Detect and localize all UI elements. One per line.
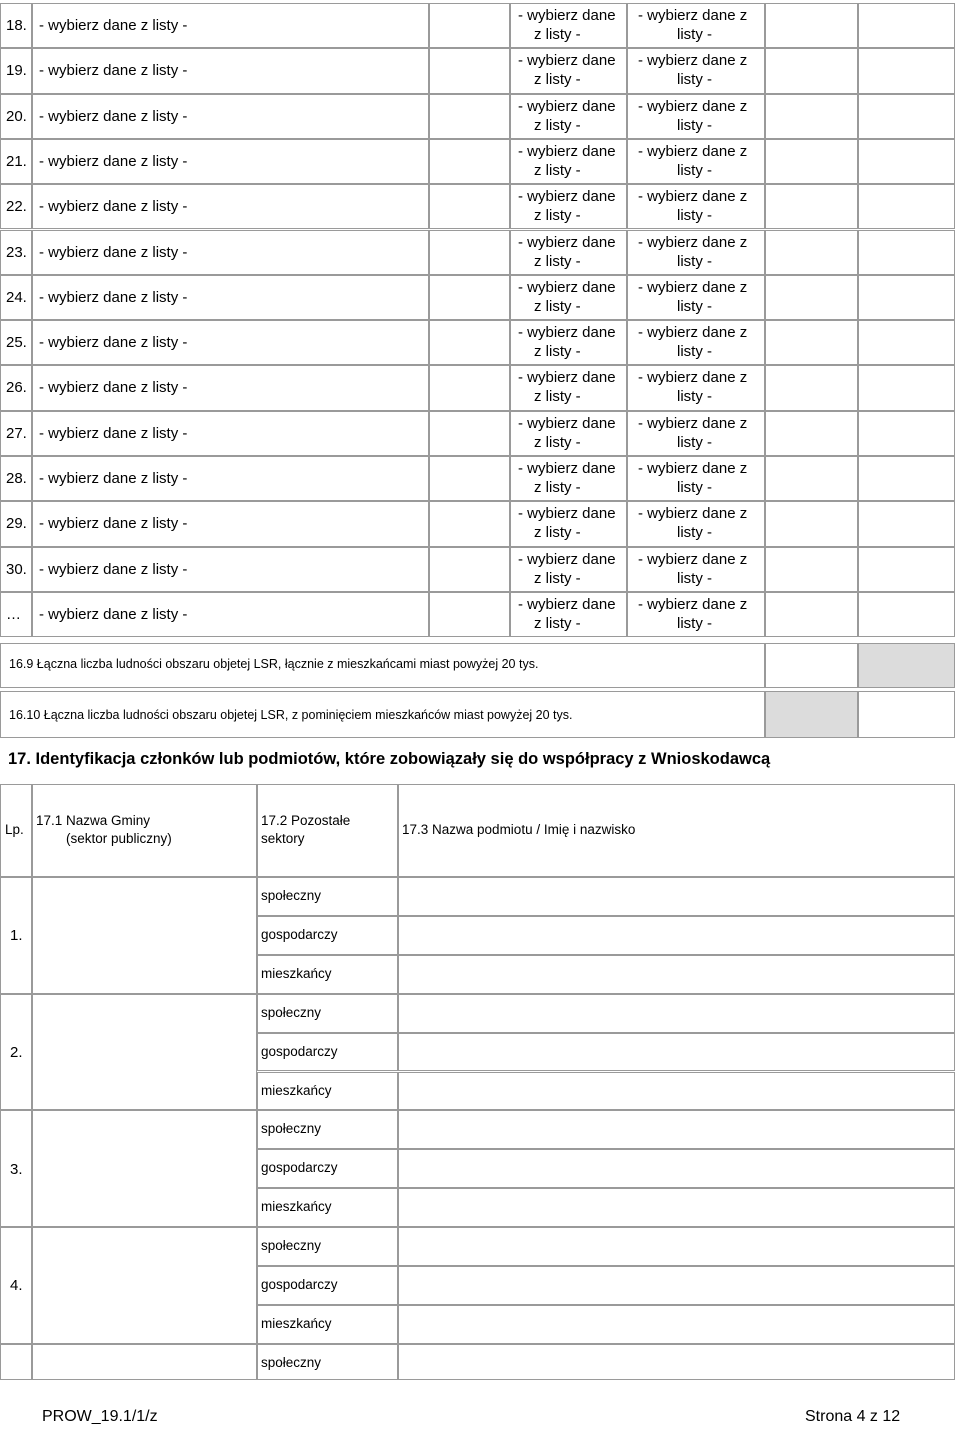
- extra-cell[interactable]: [429, 456, 510, 501]
- value-field-2[interactable]: [858, 501, 955, 546]
- row-number-cell: [0, 48, 32, 93]
- value-field-1[interactable]: [765, 48, 858, 93]
- extra-cell[interactable]: [429, 230, 510, 275]
- sector-option-label: mieszkańcy: [261, 1082, 332, 1098]
- extra-cell[interactable]: [429, 3, 510, 48]
- dropdown-b-line1: - wybierz dane z: [638, 460, 748, 477]
- gmina-select[interactable]: [32, 592, 429, 637]
- value-field-2[interactable]: [858, 3, 955, 48]
- value-field-1[interactable]: [765, 3, 858, 48]
- s169-value-field[interactable]: [765, 643, 858, 688]
- dropdown-a-line2: z listy -: [534, 388, 581, 406]
- member-name-field[interactable]: [398, 916, 955, 955]
- dropdown-a-line1: - wybierz dane: [518, 505, 616, 523]
- sector-option-label: gospodarczy: [261, 1160, 338, 1176]
- dropdown-b-line1: - wybierz dane z: [638, 97, 748, 115]
- header-sektory-label: 17.2 Pozostałe: [261, 813, 351, 828]
- row-number-cell: [0, 547, 32, 592]
- gmina-select-value: - wybierz dane z listy -: [39, 198, 188, 216]
- gmina-select[interactable]: [32, 320, 429, 365]
- dropdown-select-b[interactable]: [627, 3, 765, 48]
- row-number-cell: [0, 411, 32, 456]
- value-field-1[interactable]: [765, 411, 858, 456]
- row-number-cell: [0, 275, 32, 320]
- sector-option-label: mieszkańcy: [261, 965, 332, 981]
- sector-option[interactable]: [257, 1033, 398, 1072]
- member-lp-cell: [0, 1344, 32, 1380]
- header-podmiot-label: 17.3 Nazwa podmiotu / Imię i nazwisko: [402, 822, 636, 837]
- member-name-field[interactable]: [398, 1344, 955, 1380]
- member-name-field[interactable]: [398, 1072, 955, 1111]
- dropdown-a-line1: - wybierz dane: [518, 369, 616, 387]
- value-field-2[interactable]: [858, 94, 955, 139]
- sector-option-label: mieszkańcy: [261, 1199, 332, 1215]
- dropdown-b-line1: - wybierz dane z: [638, 414, 748, 432]
- row-number: 24.: [6, 288, 27, 306]
- sector-option-label: społeczny: [261, 1354, 322, 1370]
- dropdown-b-line2: listy -: [677, 479, 712, 496]
- member-name-field[interactable]: [398, 955, 955, 994]
- row-number-cell: [0, 592, 32, 637]
- extra-cell[interactable]: [429, 501, 510, 546]
- member-gmina-field[interactable]: [32, 1110, 257, 1227]
- dropdown-select-a[interactable]: [510, 275, 627, 320]
- value-field-1[interactable]: [765, 592, 858, 637]
- member-lp-cell: [0, 994, 32, 1111]
- header-gmina: [32, 784, 257, 877]
- sector-option[interactable]: [257, 1149, 398, 1188]
- dropdown-select-b[interactable]: [627, 48, 765, 93]
- sector-option-label: społeczny: [261, 888, 322, 903]
- gmina-select-value: - wybierz dane z listy -: [39, 470, 188, 487]
- header-lp-label: Lp.: [5, 822, 24, 837]
- member-lp: 3.: [10, 1160, 23, 1178]
- value-field-1[interactable]: [765, 184, 858, 229]
- sector-option[interactable]: [257, 1344, 398, 1380]
- value-field-1[interactable]: [765, 365, 858, 410]
- header-podmiot: [398, 784, 955, 877]
- gmina-select[interactable]: [32, 365, 429, 410]
- sector-option-label: gospodarczy: [261, 926, 338, 942]
- sector-option-label: mieszkańcy: [261, 1315, 332, 1331]
- sector-option[interactable]: [257, 1072, 398, 1111]
- extra-cell[interactable]: [429, 320, 510, 365]
- extra-cell[interactable]: [429, 592, 510, 637]
- gmina-select[interactable]: [32, 139, 429, 184]
- dropdown-select-b[interactable]: [627, 501, 765, 546]
- value-field-2[interactable]: [858, 456, 955, 501]
- dropdown-b-line1: - wybierz dane z: [638, 505, 748, 523]
- value-field-2[interactable]: [858, 139, 955, 184]
- value-field-2[interactable]: [858, 547, 955, 592]
- dropdown-select-b[interactable]: [627, 275, 765, 320]
- dropdown-select-b[interactable]: [627, 94, 765, 139]
- gmina-select-value: - wybierz dane z listy -: [39, 515, 188, 533]
- sector-option[interactable]: [257, 1266, 398, 1305]
- row-number: 19.: [6, 62, 27, 80]
- header-lp: [0, 784, 32, 877]
- dropdown-select-a[interactable]: [510, 547, 627, 592]
- gmina-select-value: - wybierz dane z listy -: [39, 62, 188, 80]
- value-field-1[interactable]: [765, 501, 858, 546]
- gmina-select[interactable]: [32, 501, 429, 546]
- value-field-2[interactable]: [858, 365, 955, 410]
- row-number-cell: [0, 94, 32, 139]
- sector-option-label: gospodarczy: [261, 1043, 338, 1059]
- dropdown-a-line1: - wybierz dane: [518, 52, 616, 70]
- dropdown-a-line1: - wybierz dane: [518, 142, 616, 160]
- gmina-select[interactable]: [32, 275, 429, 320]
- dropdown-select-b[interactable]: [627, 456, 765, 501]
- dropdown-b-line2: listy -: [677, 26, 712, 43]
- dropdown-a-line1: - wybierz dane: [518, 233, 616, 251]
- dropdown-select-b[interactable]: [627, 184, 765, 229]
- row-number: …: [6, 605, 21, 623]
- row-number-cell: [0, 320, 32, 365]
- sector-option-label: społeczny: [261, 1004, 322, 1020]
- member-name-field[interactable]: [398, 1305, 955, 1344]
- dropdown-b-line2: listy -: [677, 161, 712, 179]
- gmina-select[interactable]: [32, 547, 429, 592]
- sector-option[interactable]: [257, 1110, 398, 1149]
- dropdown-b-line1: - wybierz dane z: [638, 233, 748, 251]
- dropdown-select-a[interactable]: [510, 184, 627, 229]
- dropdown-select-a[interactable]: [510, 365, 627, 410]
- row-number: 29.: [6, 515, 27, 533]
- row-number: 25.: [6, 334, 27, 352]
- member-lp: 4.: [10, 1277, 23, 1295]
- gmina-select-value: - wybierz dane z listy -: [39, 605, 188, 623]
- dropdown-a-line2: z listy -: [534, 479, 581, 496]
- row-number-cell: [0, 230, 32, 275]
- dropdown-a-line2: z listy -: [534, 26, 581, 43]
- s1610-value-field[interactable]: [858, 691, 955, 738]
- dropdown-select-b[interactable]: [627, 365, 765, 410]
- value-field-1[interactable]: [765, 320, 858, 365]
- dropdown-select-a[interactable]: [510, 139, 627, 184]
- gmina-select-value: - wybierz dane z listy -: [39, 152, 188, 170]
- dropdown-b-line1: - wybierz dane z: [638, 188, 748, 206]
- dropdown-b-line1: - wybierz dane z: [638, 142, 748, 160]
- sector-option[interactable]: [257, 955, 398, 994]
- dropdown-a-line1: - wybierz dane: [518, 414, 616, 432]
- extra-cell[interactable]: [429, 547, 510, 592]
- value-field-1[interactable]: [765, 230, 858, 275]
- dropdown-a-line1: - wybierz dane: [518, 7, 616, 24]
- sector-option-label: społeczny: [261, 1238, 322, 1254]
- member-name-field[interactable]: [398, 1188, 955, 1227]
- row-number: 20.: [6, 107, 27, 125]
- dropdown-b-line1: - wybierz dane z: [638, 278, 748, 296]
- dropdown-b-line1: - wybierz dane z: [638, 7, 748, 24]
- value-field-2[interactable]: [858, 230, 955, 275]
- member-gmina-field[interactable]: [32, 994, 257, 1111]
- row-number-cell: [0, 456, 32, 501]
- gmina-select[interactable]: [32, 411, 429, 456]
- dropdown-a-line1: - wybierz dane: [518, 595, 616, 613]
- dropdown-a-line1: - wybierz dane: [518, 460, 616, 477]
- footer-page-number: Strona 4 z 12: [805, 1408, 901, 1425]
- row-number-cell: [0, 184, 32, 229]
- extra-cell[interactable]: [429, 275, 510, 320]
- member-lp-cell: [0, 1110, 32, 1227]
- dropdown-b-line2: listy -: [677, 524, 712, 542]
- dropdown-a-line1: - wybierz dane: [518, 324, 616, 342]
- value-field-2[interactable]: [858, 411, 955, 456]
- dropdown-select-b[interactable]: [627, 547, 765, 592]
- s169-label: 16.9 Łączna liczba ludności obszaru objetej LSR, łącznie z mieszkańcami miast powyżej 20 tys.: [9, 657, 539, 671]
- dropdown-b-line2: listy -: [677, 343, 712, 361]
- sector-option[interactable]: [257, 877, 398, 916]
- row-number: 30.: [6, 560, 27, 578]
- gmina-select[interactable]: [32, 230, 429, 275]
- row-number-cell: [0, 501, 32, 546]
- dropdown-b-line2: listy -: [677, 71, 712, 89]
- dropdown-a-line2: z listy -: [534, 161, 581, 179]
- s1610-grey-cell: [765, 691, 858, 738]
- dropdown-a-line2: z listy -: [534, 252, 581, 270]
- dropdown-a-line2: z listy -: [534, 207, 581, 225]
- value-field-1[interactable]: [765, 94, 858, 139]
- member-lp-cell: [0, 877, 32, 994]
- row-number: 26.: [6, 379, 27, 397]
- row-number: 28.: [6, 470, 27, 487]
- dropdown-a-line2: z listy -: [534, 569, 581, 587]
- sector-option-label: społeczny: [261, 1121, 322, 1137]
- value-field-1[interactable]: [765, 456, 858, 501]
- member-lp: 1.: [10, 927, 23, 945]
- header-sektory: [257, 784, 398, 877]
- gmina-select[interactable]: [32, 3, 429, 48]
- dropdown-a-line2: z listy -: [534, 343, 581, 361]
- dropdown-select-a[interactable]: [510, 320, 627, 365]
- gmina-select-value: - wybierz dane z listy -: [39, 107, 188, 125]
- dropdown-b-line2: listy -: [677, 569, 712, 587]
- member-gmina-field[interactable]: [32, 877, 257, 994]
- gmina-select[interactable]: [32, 48, 429, 93]
- row-number-cell: [0, 365, 32, 410]
- dropdown-b-line2: listy -: [677, 614, 712, 632]
- member-name-field[interactable]: [398, 994, 955, 1033]
- dropdown-select-b[interactable]: [627, 592, 765, 637]
- dropdown-select-b[interactable]: [627, 411, 765, 456]
- row-number: 27.: [6, 424, 27, 442]
- member-name-field[interactable]: [398, 1227, 955, 1266]
- dropdown-b-line1: - wybierz dane z: [638, 550, 748, 568]
- extra-cell[interactable]: [429, 94, 510, 139]
- gmina-select[interactable]: [32, 456, 429, 501]
- gmina-select-value: - wybierz dane z listy -: [39, 17, 188, 34]
- dropdown-a-line2: z listy -: [534, 297, 581, 315]
- value-field-2[interactable]: [858, 320, 955, 365]
- value-field-1[interactable]: [765, 547, 858, 592]
- member-name-field[interactable]: [398, 1149, 955, 1188]
- dropdown-select-a[interactable]: [510, 456, 627, 501]
- extra-cell[interactable]: [429, 48, 510, 93]
- value-field-1[interactable]: [765, 275, 858, 320]
- dropdown-b-line2: listy -: [677, 297, 712, 315]
- row-number: 18.: [6, 17, 27, 34]
- sector-option-label: gospodarczy: [261, 1277, 338, 1292]
- dropdown-b-line2: listy -: [677, 252, 712, 270]
- value-field-2[interactable]: [858, 184, 955, 229]
- member-gmina-field[interactable]: [32, 1227, 257, 1344]
- extra-cell[interactable]: [429, 184, 510, 229]
- s169-label-cell: [0, 643, 765, 688]
- s169-grey-cell: [858, 643, 955, 688]
- dropdown-a-line2: z listy -: [534, 71, 581, 89]
- header-sektory-sublabel: sektory: [261, 831, 305, 846]
- sector-option[interactable]: [257, 1188, 398, 1227]
- value-field-2[interactable]: [858, 48, 955, 93]
- dropdown-select-a[interactable]: [510, 94, 627, 139]
- dropdown-a-line2: z listy -: [534, 116, 581, 134]
- row-number: 21.: [6, 152, 27, 170]
- dropdown-select-a[interactable]: [510, 48, 627, 93]
- gmina-select[interactable]: [32, 94, 429, 139]
- value-field-2[interactable]: [858, 275, 955, 320]
- member-lp-cell: [0, 1227, 32, 1344]
- gmina-select-value: - wybierz dane z listy -: [39, 379, 188, 397]
- dropdown-select-a[interactable]: [510, 3, 627, 48]
- dropdown-select-a[interactable]: [510, 230, 627, 275]
- dropdown-select-a[interactable]: [510, 411, 627, 456]
- dropdown-a-line2: z listy -: [534, 433, 581, 451]
- value-field-1[interactable]: [765, 139, 858, 184]
- s1610-label: 16.10 Łączna liczba ludności obszaru objetej LSR, z pominięciem mieszkańców miast powyżej 20 tys.: [9, 708, 573, 722]
- member-gmina-field[interactable]: [32, 1344, 257, 1380]
- dropdown-b-line1: - wybierz dane z: [638, 369, 748, 387]
- sector-option[interactable]: [257, 994, 398, 1033]
- extra-cell[interactable]: [429, 139, 510, 184]
- member-lp: 2.: [10, 1044, 23, 1062]
- extra-cell[interactable]: [429, 411, 510, 456]
- dropdown-b-line1: - wybierz dane z: [638, 324, 748, 342]
- dropdown-select-b[interactable]: [627, 230, 765, 275]
- footer-doc-id: PROW_19.1/1/z: [42, 1408, 158, 1425]
- gmina-select-value: - wybierz dane z listy -: [39, 560, 188, 578]
- member-name-field[interactable]: [398, 877, 955, 916]
- dropdown-a-line1: - wybierz dane: [518, 278, 616, 296]
- gmina-select-value: - wybierz dane z listy -: [39, 334, 188, 352]
- dropdown-a-line1: - wybierz dane: [518, 97, 616, 115]
- header-gmina-sublabel: (sektor publiczny): [66, 831, 172, 846]
- member-name-field[interactable]: [398, 1266, 955, 1305]
- gmina-select[interactable]: [32, 184, 429, 229]
- dropdown-a-line1: - wybierz dane: [518, 188, 616, 206]
- dropdown-a-line2: z listy -: [534, 524, 581, 542]
- section-17-title: 17. Identyfikacja członków lub podmiotów, które zobowiązały się do współpracy z Wnioskodawcą: [8, 750, 771, 768]
- dropdown-b-line2: listy -: [677, 207, 712, 225]
- sector-option[interactable]: [257, 1227, 398, 1266]
- sector-option[interactable]: [257, 1305, 398, 1344]
- sector-option[interactable]: [257, 916, 398, 955]
- header-gmina-label: 17.1 Nazwa Gminy: [36, 813, 151, 828]
- gmina-select-value: - wybierz dane z listy -: [39, 288, 188, 306]
- dropdown-b-line1: - wybierz dane z: [638, 52, 748, 70]
- dropdown-b-line2: listy -: [677, 433, 712, 451]
- dropdown-select-a[interactable]: [510, 592, 627, 637]
- dropdown-b-line2: listy -: [677, 388, 712, 406]
- gmina-select-value: - wybierz dane z listy -: [39, 424, 188, 442]
- dropdown-a-line1: - wybierz dane: [518, 550, 616, 568]
- row-number: 22.: [6, 198, 27, 216]
- row-number-cell: [0, 3, 32, 48]
- value-field-2[interactable]: [858, 592, 955, 637]
- dropdown-b-line2: listy -: [677, 116, 712, 134]
- member-name-field[interactable]: [398, 1110, 955, 1149]
- s1610-label-cell: [0, 691, 765, 738]
- row-number-cell: [0, 139, 32, 184]
- member-name-field[interactable]: [398, 1033, 955, 1072]
- row-number: 23.: [6, 243, 27, 261]
- dropdown-select-a[interactable]: [510, 501, 627, 546]
- extra-cell[interactable]: [429, 365, 510, 410]
- dropdown-select-b[interactable]: [627, 320, 765, 365]
- dropdown-b-line1: - wybierz dane z: [638, 595, 748, 613]
- dropdown-a-line2: z listy -: [534, 614, 581, 632]
- dropdown-select-b[interactable]: [627, 139, 765, 184]
- gmina-select-value: - wybierz dane z listy -: [39, 243, 188, 261]
